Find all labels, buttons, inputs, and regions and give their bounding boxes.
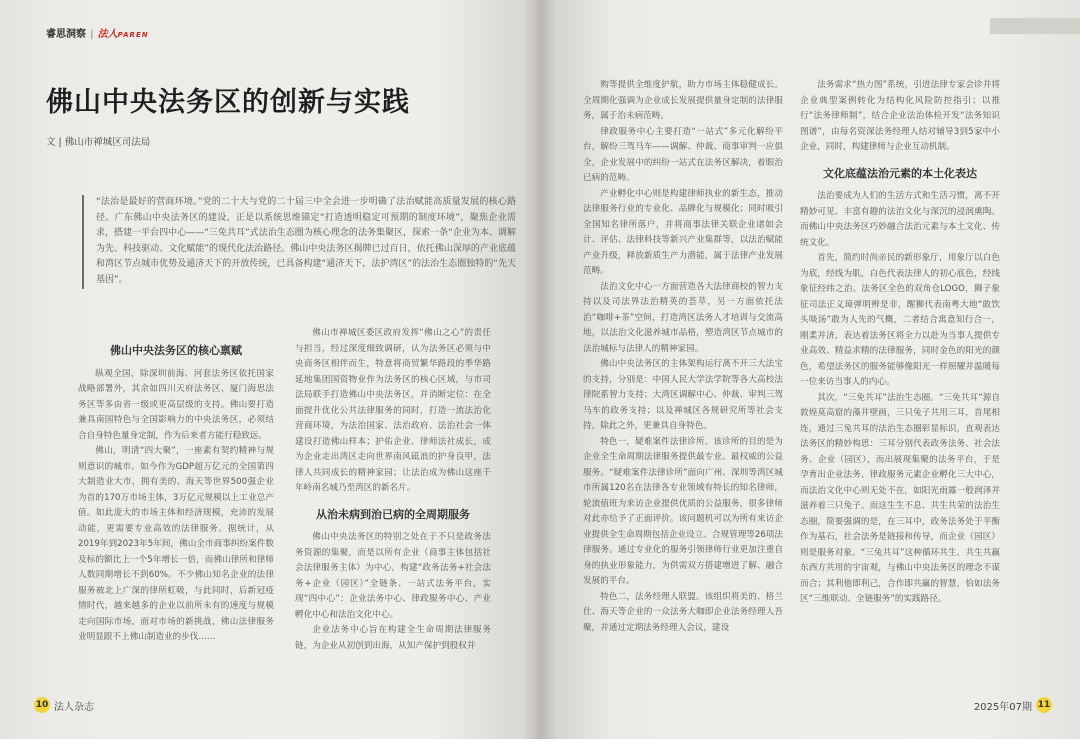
paragraph: 法治文化中心一方面营造各大法律商校的智力支持以及司法界法治精英的荟萃，另一方面依托法治“咖啡+茶”空间，打造湾区法务人才培训与交流高地，以法治文化滋养城市品格，塑造湾区节点城市的法治城标与法律人的精神家园。: [583, 281, 783, 354]
header-divider: |: [90, 29, 94, 40]
section-heading: 佛山中央法务区的核心禀赋: [110, 344, 242, 357]
paragraph: 首先，简约时尚亲民的新形象厅，用象厅以白色为底，经线为肌，白色代表法律人的初心底色，经线象征经纬之治。法务区全色的双角仓LOGO，狮子象征司法正义璋弹明辨是非，醒狮代表南粤大地“敢饮头啖汤”敢为人先的气概，二者结合寓意知行合一，刚柔并济，表达着法务区将全力以赴为当事人提供专业高效、精益求精的法律服务，同时金色的阳光的颜色，希望法务区的服务能够像阳光一样照耀并温暖每一位来访当事人的内心。: [800, 253, 1000, 387]
magazine-name: 法人杂志: [54, 701, 94, 713]
paragraph: 法治要成为人们的生活方式和生活习惯，离不开精妙可见、丰富有趣的法治文化与深沉的浸润熏陶。而佛山中央法务区巧妙融合法治元素与本土文化、传统文化。: [800, 191, 1000, 248]
paragraph: 佛山中央法务区的特别之处在于不只是政务法务资源的集聚，而是以所有企业（商事主体包括社会法律服务主体）为中心，构建“政务法务+社会法务+企业（园区）”全链条、一站式法务平台，实现“四中心”：企业法务中心、律政服务中心、产业孵化中心和法治文化中心。: [295, 532, 491, 620]
paragraph: 佛山市禅城区委区政府发挥“佛山之心”的责任与担当，经过深度细致调研，认为法务区必须与中央商务区相伴而生，特意将商贸繁华路段的季华路延地集团国资物业作为法务区的核心区域，与市司法局联手打造佛山中央法务区，并消断定位：在全面提升优化公共法律服务的同时，打造一流法治化营商环境，为法治国家、法治政府、法治社会一体建设打造佛山样本；护佑企业、律师法社成长，成为企业走出湾区走向世界南风砥浪的护身良甲，法律人共同成长的精神家园；让法治成为佛山这座千年岭南名城乃至湾区的新名片。: [295, 328, 491, 493]
paragraph: 佛山，明清“四大聚”，一座素有契约精神与规则意识的城市。如今作为GDP超万亿元的全国第四大制造业大市，拥有美的、海天等世界500强企业为首的170万市场主体，3万亿元规模以上工业总产值。如此庞大的市场主体和经济规模，充沛的发展动能，更需要专业高效的法律服务。据统计，从2019年到2023年5年间，佛山全市商事纠纷案件数及标的额比上一个5年增长一倍，而佛山律所和律师人数同期增长不到60%。不少佛山知名企业的法律服务被北上广深的律所虹吸，与此同时，后新冠疫情时代，越来越多的企业以前所未有的速度与规模走向国际市场，面对市场的新挑战，佛山法律服务业明显跟不上佛山制造业的步伐……: [78, 446, 274, 642]
magazine-logo: 法人PAREN: [97, 29, 149, 40]
folio-right: [974, 697, 1056, 713]
section-heading: 文化底蕴法治元素的本土化表达: [823, 166, 977, 180]
folio-left: [30, 697, 94, 713]
paragraph: 律政服务中心主要打造“一站式”多元化解纷平台，解纷三驾马车——调解、仲裁、商事审判一应俱全，企业发展中的纠纷一站式在法务区解决，着眼治已病的范畴。: [583, 126, 783, 183]
article-byline: 文 | 佛山市禅城区司法局: [46, 137, 151, 148]
page-number-badge: 11: [1036, 697, 1052, 713]
paragraph: 其次，“三免共耳”法治生态圈。“三免共耳”源自敦煌莫高窟的藻井壁画，三只兔子共用三耳，首尾相连，通过三兔共耳的法治生态圈彰显标识，直观表达法务区的精妙构思：三耳分别代表政务法务、社会法务、企业（园区），而出展现集聚的法务平台，于是孕育出企业法务、律政服务元素企业孵化三大中心，而法治文化中心则无处不在，如阳光雨露一般润泽并滋养着三只兔子。而这生生不息、共生共荣的法治生态圈，简要强调的是，在三耳中，政务法务处于平衡作为基石，社会法务是链接和传导，而企业（园区）则是服务对象。“三兔共耳”这种循环共生、共生共赢东西方共用的宇宙观，与佛山中央法务区的理念不谋而合；其利他即利己，合作即共赢的智慧，恰如法务区“三维联动、全链服务”的实践路径。: [800, 392, 1000, 604]
section-heading: 从治未病到治已病的全周期服务: [316, 507, 470, 521]
article-abstract: “法治是最好的营商环境。”党的二十大与党的二十届三中全会进一步明确了法治赋能高质量发展的核心路径。广东佛山中央法务区的建设，正是以系统思维锚定“打造透明稳定可预期的制度环境”，聚焦企业需求，搭建一平台四中心——“三免共耳”式法治生态圈为核心理念的法务集聚区，探索一条“企业为本、调解为先、科技驱动、文化赋能”的现代化法治路径。佛山中央法务区揭牌已过百日，依托佛山深厚的产业底蕴和湾区节点城市优势及通济天下的开放传统，已具备构建“通济天下，法护湾区”的法治生态圈独特的“先天基因”。: [82, 195, 516, 289]
page-number-badge: 10: [34, 697, 50, 713]
issue-label: 2025年07期: [973, 701, 1032, 713]
paragraph: 企业法务中心旨在构建全生命周期法律服务链，为企业从初创到出海，从知产保护到股权并: [295, 625, 491, 651]
text-column-3: [583, 78, 783, 636]
paragraph: 产业孵化中心则是构建律师执业的新生态，推动法律服务行业的专业化、品牌化与规模化；同时吸引全国知名律所落户，并将商事法律关联企业诸如会计、评估、法律科技等新兴产业集群等，以法治赋能产业升级，释放新质生产力潜能，属于法律产业发展范畴。: [583, 188, 783, 276]
text-column-1: [78, 343, 274, 646]
paragraph: 购等提供全维度护航，助力市场主体稳健成长。全周期化强调为企业成长发展提供量身定制的法律服务，属于治未病范畴。: [583, 80, 783, 121]
paragraph: 纵观全国，除深圳前海、河套法务区依托国家战略部署外，其余如四川天府法务区、厦门海思法务区等多由省一级或更高层级的支持。佛山要打造兼具南国特色与全国影响力的中央法务区，必须结合自身特色量身定制，作为后来者方能行稳致远。: [78, 368, 274, 441]
text-column-4: [800, 78, 1000, 608]
header-tab: [990, 18, 1080, 34]
running-header: [46, 25, 149, 40]
paragraph: 佛山中央法务区的主体架构运行离不开三大法宝的支持，分别是：中国人民大学法学院等各大高校法律院系智力支持；大湾区调解中心、仲裁、审判三驾马车的政务支持；以及禅城区各规研究所等社会支持，除此之外，更兼具自身特色。: [583, 359, 783, 431]
section-label: 睿思洞察: [46, 29, 86, 40]
text-column-2: [295, 326, 491, 654]
paragraph: 特色一，疑难案件法律诊所。该诊所的目的是为企业全生命周期法律服务提供最专业、最权威的公益服务。“疑难案件法律诊所”面向广州、深圳等湾区城市所属120名在法律各专业领域有特长的知名律师，轮流值班为来访企业提供优质的公益服务，很多律师对此亦给予了正面评价。该问题机可以为所有来访企业提供全生命周期包括企业设立、合规管理等26项法律服务。通过专业化的服务引领律师行业更加注重自身的执业形象能力，为供需双方搭建增进了解、融合发展的平台。: [583, 436, 783, 586]
article-title: 佛山中央法务区的创新与实践: [46, 87, 410, 118]
paragraph: 法务需求“热力图”系统，引进法律专家会诊并将企业典型案例转化为结构化风险防控指引；以推行“法务律师制”，结合企业法治体检开发“法务知识图谱”，由每名资深法务经理人结对辅导3到5家中小企业，同时，构建律师与企业互动机制。: [800, 80, 1000, 152]
paragraph: 特色二，法务经理人联盟。该组织将美的、格兰仕、海天等企业的一众法务大咖即企业法务经理人吾聚，并通过定期法务经理人会议，建设: [583, 591, 783, 633]
